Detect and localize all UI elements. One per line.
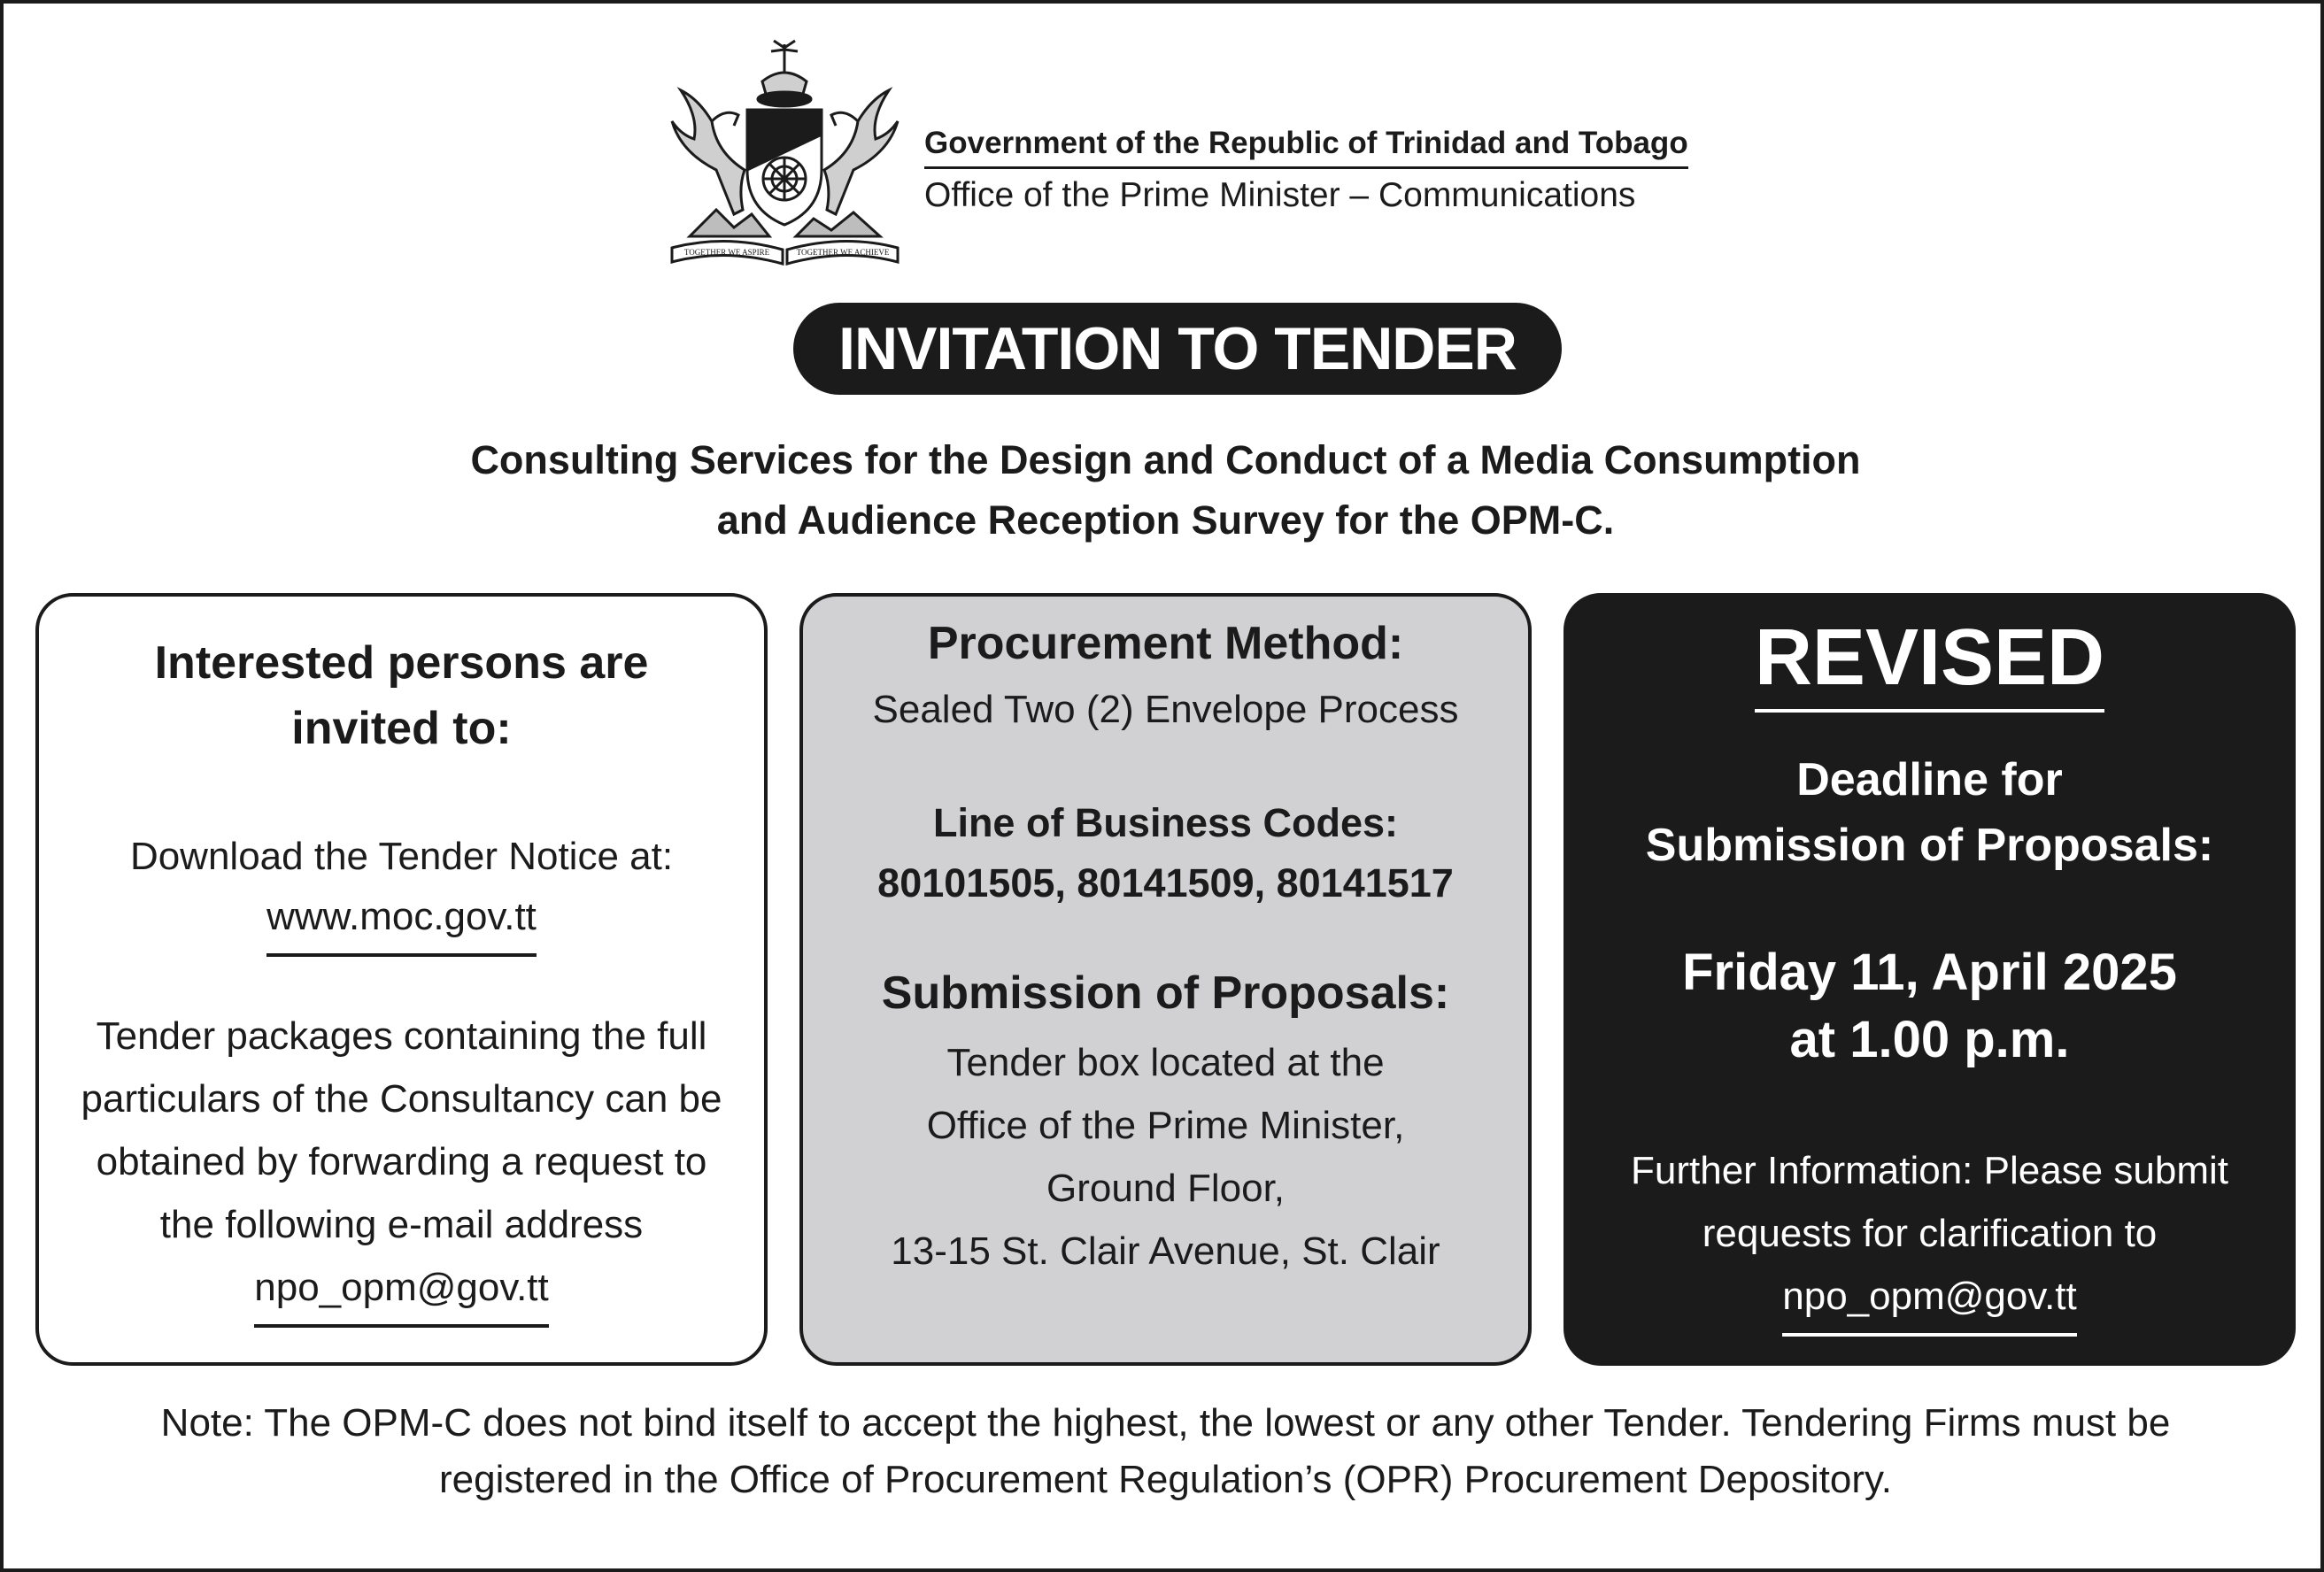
submission-line-3: Ground Floor, xyxy=(1046,1167,1286,1210)
download-text: Download the Tender Notice at: xyxy=(129,835,674,878)
invited-heading-line-2: invited to: xyxy=(291,703,512,754)
clarification-email-link[interactable]: npo_opm@gov.tt xyxy=(1782,1265,2077,1337)
subtitle-line-2: and Audience Reception Survey for the OPM-C. xyxy=(716,497,1615,543)
deadline-time: at 1.00 p.m. xyxy=(1789,1011,2070,1068)
office-name: Office of the Prime Minister – Communications xyxy=(924,176,1636,214)
packages-line-2: particulars of the Consultancy can be xyxy=(81,1077,722,1121)
invited-heading-line-1: Interested persons are xyxy=(154,637,649,689)
coat-of-arms-icon xyxy=(663,37,907,272)
submission-label: Submission of Proposals: xyxy=(881,967,1450,1019)
crest-motto-right: TOGETHER WE ACHIEVE xyxy=(796,248,890,257)
further-info-line-1: Further Information: Please submit xyxy=(1631,1149,2228,1192)
tender-subtitle xyxy=(4,430,2324,551)
business-codes-value: 80101505, 80141509, 80141517 xyxy=(877,860,1454,905)
submission-line-2: Office of the Prime Minister, xyxy=(926,1104,1405,1147)
submission-line-1: Tender box located at the xyxy=(946,1041,1385,1084)
tender-note xyxy=(4,1395,2324,1508)
revised-title: REVISED xyxy=(1755,613,2104,713)
invitation-title: INVITATION TO TENDER xyxy=(838,315,1517,382)
procurement-panel xyxy=(799,593,1532,1366)
deadline-date: Friday 11, April 2025 xyxy=(1682,944,2177,1001)
invitation-title-badge xyxy=(793,303,1562,395)
procurement-method-value: Sealed Two (2) Envelope Process xyxy=(872,688,1459,731)
business-codes-label: Line of Business Codes: xyxy=(932,800,1399,845)
packages-line-3: obtained by forwarding a request to xyxy=(96,1140,707,1183)
invitation-panel xyxy=(35,593,768,1366)
further-info-line-2: requests for clarification to xyxy=(1702,1212,2158,1255)
government-name: Government of the Republic of Trinidad and Tobago xyxy=(924,126,1688,169)
website-link[interactable]: www.moc.gov.tt xyxy=(266,885,537,957)
subtitle-line-1: Consulting Services for the Design and Conduct of a Media Consumption xyxy=(470,437,1861,482)
crest-motto-left: TOGETHER WE ASPIRE xyxy=(683,248,770,257)
submission-line-4: 13-15 St. Clair Avenue, St. Clair xyxy=(891,1229,1440,1273)
packages-line-4: the following e-mail address xyxy=(159,1203,644,1246)
deadline-label-line-2: Submission of Proposals: xyxy=(1645,820,2214,871)
procurement-method-label: Procurement Method: xyxy=(927,618,1404,669)
email-link[interactable]: npo_opm@gov.tt xyxy=(254,1256,549,1328)
note-line-2: registered in the Office of Procurement Regulation’s (OPR) Procurement Depository. xyxy=(439,1458,1892,1501)
deadline-label-line-1: Deadline for xyxy=(1796,754,2063,805)
packages-line-1: Tender packages containing the full xyxy=(96,1014,707,1058)
note-line-1: Note: The OPM-C does not bind itself to accept the highest, the lowest or any other Tender. Tendering Firms must be xyxy=(160,1401,2171,1445)
revised-deadline-panel xyxy=(1563,593,2296,1366)
